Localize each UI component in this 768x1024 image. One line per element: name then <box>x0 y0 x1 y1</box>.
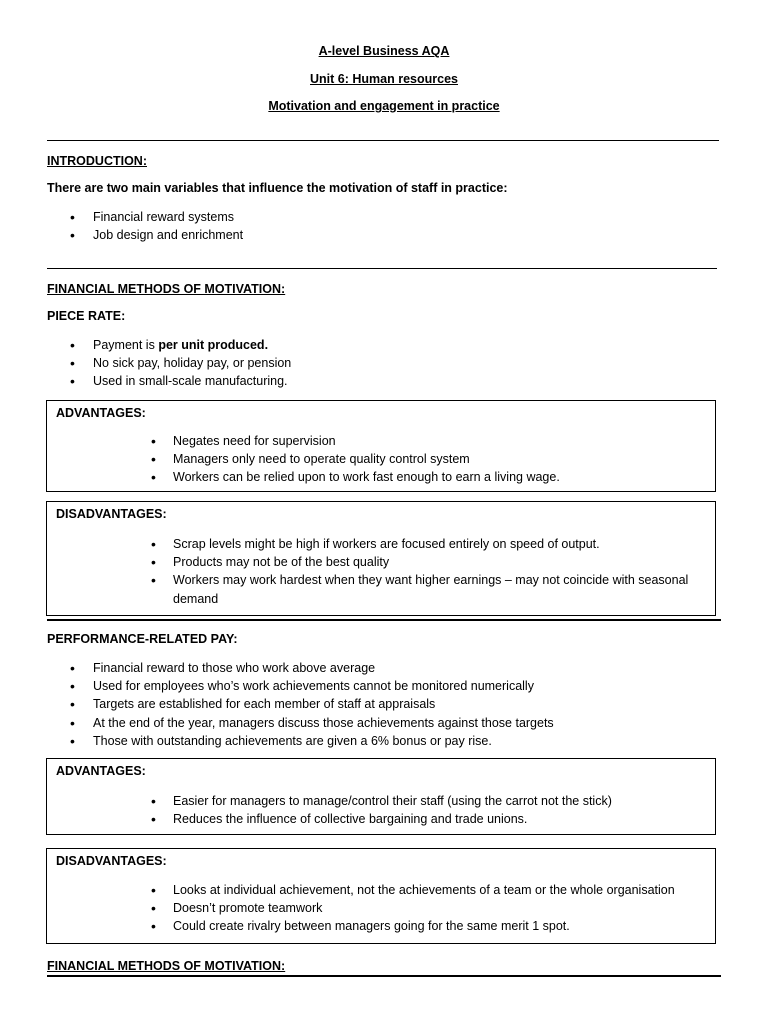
intro-list <box>47 208 727 244</box>
piece-rate-list <box>47 336 727 391</box>
list-item: • Easier for managers to manage/control their staff (using the carrot not the stick) <box>148 792 708 810</box>
list-item: • Could create rivalry between managers going for the same merit 1 spot. <box>148 917 708 935</box>
prp-heading: PERFORMANCE-RELATED PAY: <box>47 632 238 646</box>
advantages-title: ADVANTAGES: <box>56 406 146 420</box>
list-item: • Workers may work hardest when they want higher earnings – may not coincide with seasonal demand <box>148 571 708 607</box>
list-item: • Job design and enrichment <box>47 226 727 244</box>
divider <box>47 268 717 269</box>
list-item: • Doesn’t promote teamwork <box>148 899 708 917</box>
topic-title: Motivation and engagement in practice <box>268 99 500 113</box>
advantages-box <box>46 758 716 835</box>
divider <box>47 140 719 141</box>
list-item: • Workers can be relied upon to work fast enough to earn a living wage. <box>148 468 708 486</box>
unit-title: Unit 6: Human resources <box>310 72 458 86</box>
list-item-text: Payment is <box>93 338 159 352</box>
disadvantages-title: DISADVANTAGES: <box>56 854 167 868</box>
disadvantages-list <box>148 535 708 608</box>
advantages-box <box>46 400 716 492</box>
advantages-list <box>148 432 708 487</box>
list-item: • Negates need for supervision <box>148 432 708 450</box>
list-item: • Used in small-scale manufacturing. <box>47 372 727 390</box>
prp-list <box>47 659 727 750</box>
disadvantages-box <box>46 848 716 944</box>
intro-lead: There are two main variables that influence the motivation of staff in practice: <box>47 181 508 195</box>
list-item: • Targets are established for each member of staff at appraisals <box>47 695 727 713</box>
disadvantages-title: DISADVANTAGES: <box>56 507 167 521</box>
list-item: • Managers only need to operate quality control system <box>148 450 708 468</box>
advantages-title: ADVANTAGES: <box>56 764 146 778</box>
divider <box>47 975 721 977</box>
list-item <box>47 336 727 354</box>
list-item: • Financial reward systems <box>47 208 727 226</box>
course-title: A-level Business AQA <box>318 44 450 58</box>
list-item-emphasis: per unit produced. <box>158 338 269 352</box>
piece-rate-heading: PIECE RATE: <box>47 309 126 323</box>
list-item: • Those with outstanding achievements are given a 6% bonus or pay rise. <box>47 732 727 750</box>
divider <box>47 619 721 621</box>
list-item: • Financial reward to those who work above average <box>47 659 727 677</box>
intro-heading: INTRODUCTION: <box>47 154 147 168</box>
list-item: • At the end of the year, managers discuss those achievements against those targets <box>47 714 727 732</box>
list-item: • Reduces the influence of collective bargaining and trade unions. <box>148 810 708 828</box>
disadvantages-list <box>148 881 708 936</box>
advantages-list <box>148 792 708 828</box>
list-item: • Looks at individual achievement, not the achievements of a team or the whole organisation <box>148 881 708 899</box>
list-item: • Used for employees who’s work achievements cannot be monitored numerically <box>47 677 727 695</box>
disadvantages-box <box>46 501 716 616</box>
section-heading: FINANCIAL METHODS OF MOTIVATION: <box>47 959 286 973</box>
list-item: • Scrap levels might be high if workers are focused entirely on speed of output. <box>148 535 708 553</box>
list-item: • No sick pay, holiday pay, or pension <box>47 354 727 372</box>
list-item: • Products may not be of the best quality <box>148 553 708 571</box>
section-heading: FINANCIAL METHODS OF MOTIVATION: <box>47 282 286 296</box>
